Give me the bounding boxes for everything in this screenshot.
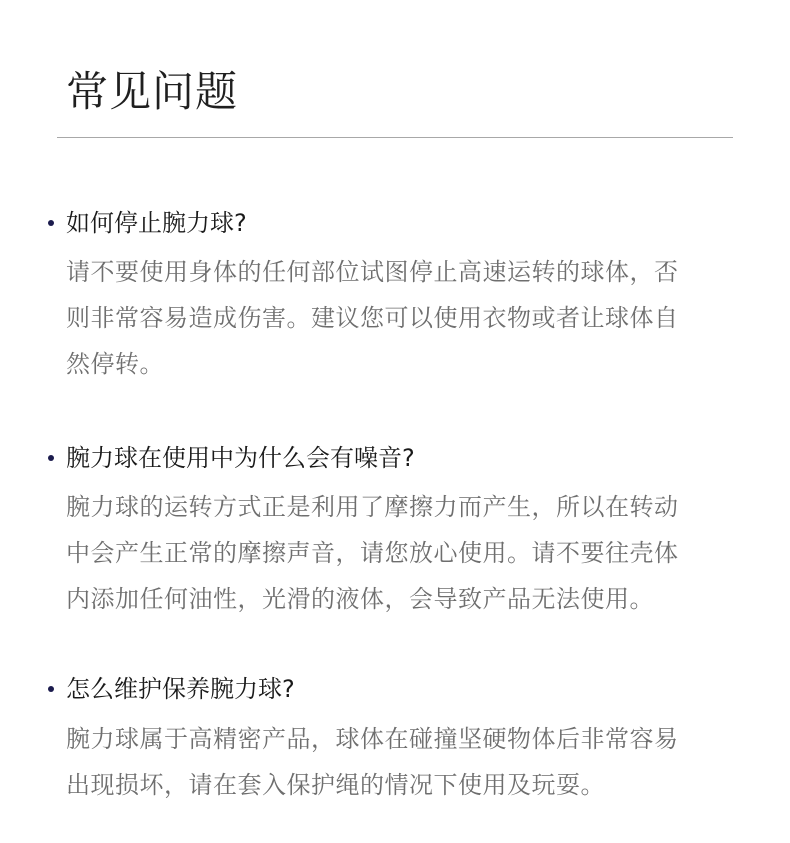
faq-answer bbox=[66, 249, 726, 387]
answer-line: 出现损坏，请在套入保护绳的情况下使用及玩耍。 bbox=[66, 771, 605, 799]
faq-question: 如何停止腕力球? bbox=[66, 209, 247, 237]
answer-line: 内添加任何油性，光滑的液体，会导致产品无法使用。 bbox=[66, 585, 654, 613]
answer-line: 中会产生正常的摩擦声音，请您放心使用。请不要往壳体 bbox=[66, 539, 679, 567]
answer-line: 腕力球属于高精密产品，球体在碰撞坚硬物体后非常容易 bbox=[66, 725, 679, 753]
faq-answer bbox=[66, 716, 726, 808]
faq-question: 怎么维护保养腕力球? bbox=[66, 675, 295, 703]
bullet-icon bbox=[48, 220, 54, 226]
bullet-icon bbox=[48, 686, 54, 692]
bullet-icon bbox=[48, 455, 54, 461]
answer-line: 则非常容易造成伤害。建议您可以使用衣物或者让球体自 bbox=[66, 304, 679, 332]
title-divider bbox=[57, 137, 733, 138]
faq-question: 腕力球在使用中为什么会有噪音? bbox=[66, 444, 415, 472]
page-title: 常见问题 bbox=[66, 67, 239, 116]
answer-line: 腕力球的运转方式正是利用了摩擦力而产生，所以在转动 bbox=[66, 493, 679, 521]
faq-answer bbox=[66, 484, 726, 622]
answer-line: 然停转。 bbox=[66, 350, 164, 378]
answer-line: 请不要使用身体的任何部位试图停止高速运转的球体，否 bbox=[66, 258, 679, 286]
